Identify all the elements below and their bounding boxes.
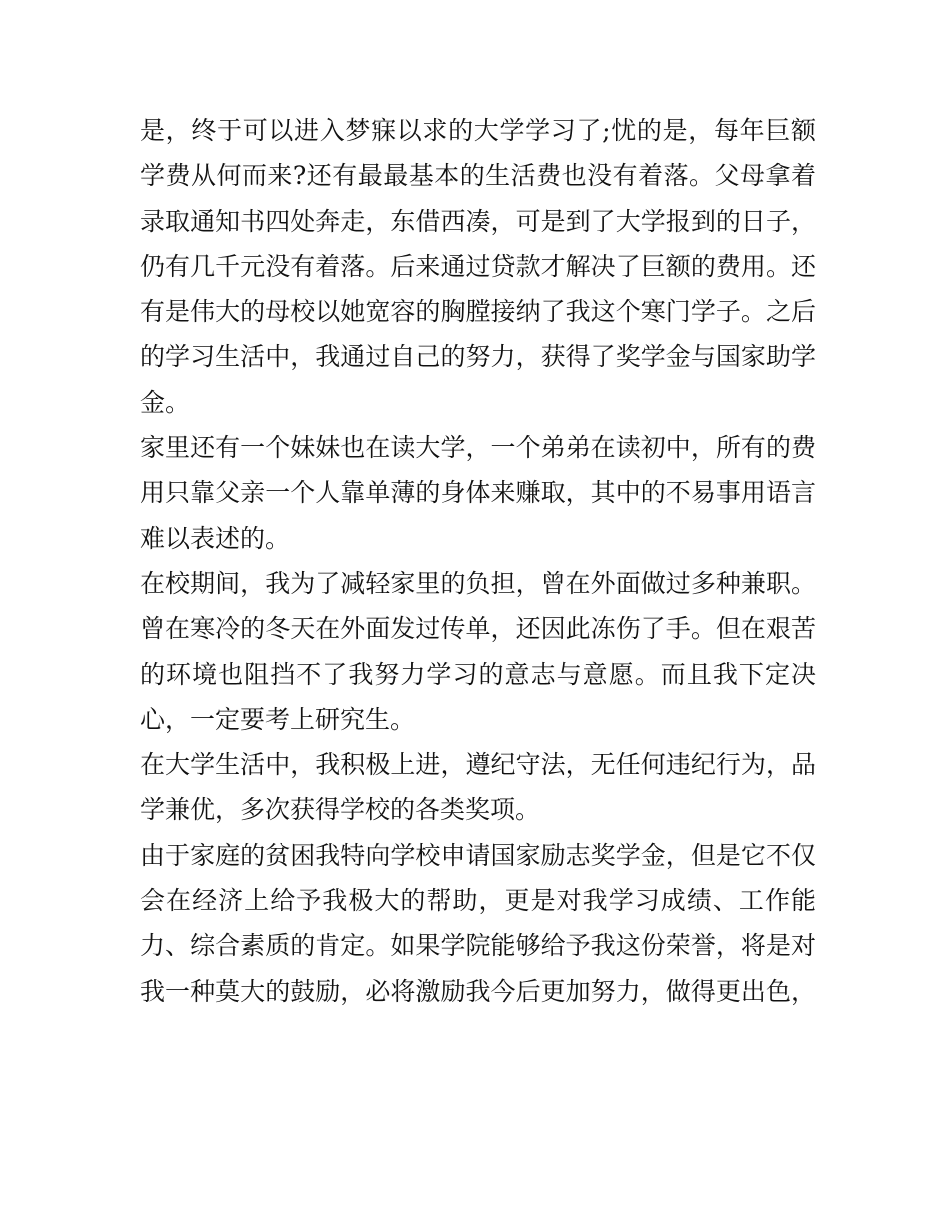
text-line: 难以表述的。 — [140, 523, 291, 553]
text-line: 学费从何而来?还有最最基本的生活费也没有着落。父母拿着 — [140, 161, 816, 191]
text-line: 会在经济上给予我极大的帮助，更是对我学习成绩、工作能 — [140, 886, 816, 916]
paragraph-family-situation — [140, 425, 816, 561]
document-body — [140, 108, 816, 1014]
text-line: 在校期间，我为了减轻家里的负担，曾在外面做过多种兼职。 — [140, 568, 816, 598]
text-line: 仍有几千元没有着落。后来通过贷款才解决了巨额的费用。还 — [140, 251, 816, 281]
paragraph-scholarship-application — [140, 833, 816, 1014]
paragraph-university-conduct — [140, 742, 816, 833]
text-line: 力、综合素质的肯定。如果学院能够给予我这份荣誉，将是对 — [140, 931, 816, 961]
text-line: 有是伟大的母校以她宽容的胸膛接纳了我这个寒门学子。之后 — [140, 297, 816, 327]
text-line: 的环境也阻挡不了我努力学习的意志与意愿。而且我下定决 — [140, 659, 816, 689]
text-line: 录取通知书四处奔走，东借西凑，可是到了大学报到的日子， — [140, 206, 816, 236]
text-line: 是，终于可以进入梦寐以求的大学学习了;忧的是，每年巨额 — [140, 116, 816, 145]
text-line: 在大学生活中，我积极上进，遵纪守法，无任何违纪行为，品 — [140, 750, 816, 780]
text-line: 用只靠父亲一个人靠单薄的身体来赚取，其中的不易事用语言 — [140, 478, 816, 508]
text-line: 我一种莫大的鼓励，必将激励我今后更加努力，做得更出色， — [140, 976, 816, 1006]
text-line: 家里还有一个妹妹也在读大学，一个弟弟在读初中，所有的费 — [140, 433, 816, 463]
paragraph-part-time-work — [140, 561, 816, 742]
text-line: 金。 — [140, 387, 191, 417]
text-line: 由于家庭的贫困我特向学校申请国家励志奖学金，但是它不仅 — [140, 840, 816, 870]
text-line: 曾在寒冷的冬天在外面发过传单，还因此冻伤了手。但在艰苦 — [140, 614, 816, 644]
text-line: 心，一定要考上研究生。 — [140, 704, 416, 734]
text-line: 学兼优，多次获得学校的各类奖项。 — [140, 795, 541, 825]
paragraph-tuition-struggle — [140, 108, 816, 425]
text-line: 的学习生活中，我通过自己的努力，获得了奖学金与国家助学 — [140, 342, 816, 372]
